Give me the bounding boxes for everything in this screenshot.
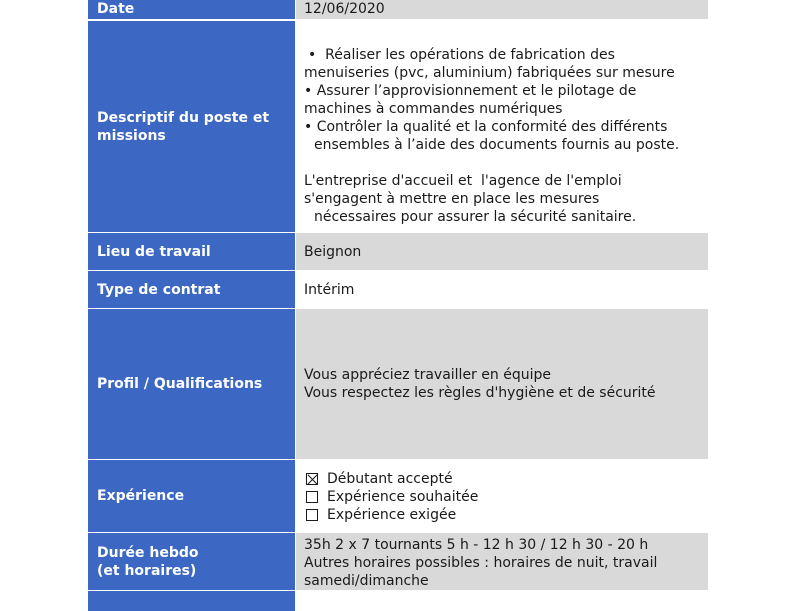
descriptif-line: menuiseries (pvc, aluminium) fabriquées sur mesure xyxy=(304,65,675,81)
row-profil xyxy=(88,309,708,459)
option-exigee[interactable] xyxy=(306,506,708,524)
descriptif-line: ensembles à l’aide des documents fournis au poste. xyxy=(314,137,680,153)
value-descriptif xyxy=(296,21,708,232)
value-duree xyxy=(296,533,708,590)
option-souhaitee[interactable] xyxy=(306,488,708,506)
value-experience xyxy=(296,460,708,532)
label-duree-line1: Durée hebdo xyxy=(97,544,199,561)
label-contrat-text: Type de contrat xyxy=(97,281,221,298)
descriptif-line: • Assurer l’approvisionnement et le pilotage de xyxy=(304,83,637,99)
duree-line: samedi/dimanche xyxy=(304,573,429,589)
label-experience xyxy=(88,460,295,532)
label-duree xyxy=(88,533,295,590)
label-date-text: Date xyxy=(97,0,135,17)
option-label: Expérience souhaitée xyxy=(327,489,479,505)
descriptif-blank-line xyxy=(304,154,708,172)
descriptif-line: L'entreprise d'accueil et l'agence de l'emploi xyxy=(304,173,622,189)
row-descriptif xyxy=(88,21,708,232)
row-date xyxy=(88,0,708,19)
value-lieu xyxy=(296,233,708,270)
row-lieu xyxy=(88,233,708,270)
option-label: Expérience exigée xyxy=(327,507,457,523)
row-experience xyxy=(88,460,708,532)
option-label: Débutant accepté xyxy=(327,471,453,487)
date-value: 12/06/2020 xyxy=(304,0,385,17)
value-next xyxy=(296,591,708,611)
label-experience-text: Expérience xyxy=(97,488,185,504)
checkbox-checked-icon[interactable] xyxy=(306,473,318,485)
label-descriptif xyxy=(88,21,295,232)
descriptif-line: • Réaliser les opérations de fabrication des xyxy=(308,47,615,63)
contrat-value: Intérim xyxy=(304,281,355,298)
descriptif-line: • Contrôler la qualité et la conformité des différents xyxy=(304,119,668,135)
label-next xyxy=(88,591,295,611)
row-duree xyxy=(88,533,708,590)
profil-line: Vous respectez les règles d'hygiène et de sécurité xyxy=(304,385,656,401)
option-debutant[interactable] xyxy=(306,470,708,488)
value-profil xyxy=(296,309,708,459)
row-next xyxy=(88,591,708,611)
value-contrat xyxy=(296,271,708,308)
label-profil-text: Profil / Qualifications xyxy=(97,376,263,392)
checkbox-empty-icon[interactable] xyxy=(306,509,318,521)
profil-line: Vous appréciez travailler en équipe xyxy=(304,367,551,383)
row-contrat xyxy=(88,271,708,308)
descriptif-line: machines à commandes numériques xyxy=(304,101,563,117)
value-date xyxy=(296,0,708,19)
lieu-value: Beignon xyxy=(304,243,362,260)
label-lieu xyxy=(88,233,295,270)
profil-lines xyxy=(304,366,656,402)
label-lieu-text: Lieu de travail xyxy=(97,243,211,260)
label-descriptif-text: Descriptif du poste et missions xyxy=(97,109,270,144)
duree-line: 35h 2 x 7 tournants 5 h - 12 h 30 / 12 h 30 - 20 h xyxy=(304,537,649,553)
checkbox-empty-icon[interactable] xyxy=(306,491,318,503)
duree-line: Autres horaires possibles : horaires de nuit, travail xyxy=(304,555,658,571)
label-duree-text xyxy=(97,544,198,580)
label-duree-line2: (et horaires) xyxy=(97,562,197,579)
descriptif-line: s'engagent à mettre en place les mesures xyxy=(304,191,600,207)
label-contrat xyxy=(88,271,295,308)
label-profil xyxy=(88,309,295,459)
label-date xyxy=(88,0,295,19)
descriptif-line: nécessaires pour assurer la sécurité sanitaire. xyxy=(314,209,637,225)
